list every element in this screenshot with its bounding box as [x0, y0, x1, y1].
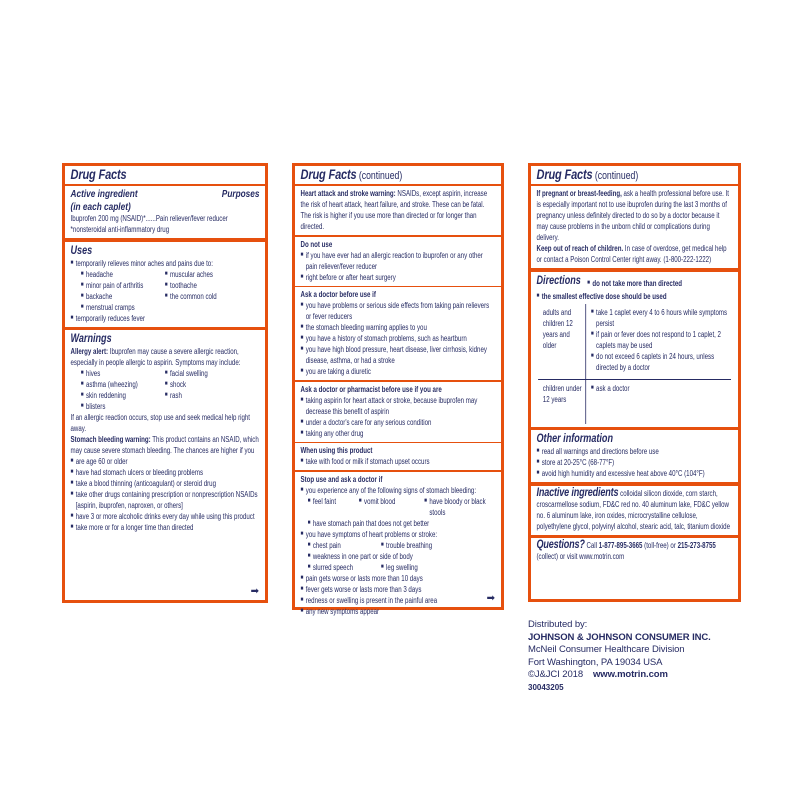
list-item: ■ any new symptoms appear — [301, 606, 496, 617]
list-item: ■ you have high blood pressure, heart disease, liver cirrhosis, kidney disease, asthma, or had a stroke — [301, 344, 496, 366]
continue-arrow-icon: ➡ — [486, 593, 495, 604]
inactive-ingredients-paragraph: Inactive ingredients colloidal silicon dioxide, corn starch, croscarmellose sodium, FD&C red no. 40 aluminum lake, FD&C yellow no. 6 aluminum lake, iron oxides, microcrystalline cellulose, polyethylene glycol, polyvinyl alcohol, stearic acid, talc, titanium dioxide — [536, 486, 731, 531]
when-using-title: When using this product — [300, 446, 373, 455]
active-ingredient-label: Active ingredient — [70, 188, 138, 200]
ask-doctor-section — [301, 287, 496, 380]
directions-note: ■ the smallest effective dose should be used — [537, 291, 667, 302]
phone-number: 215-273-8755 — [677, 541, 716, 550]
other-information-section — [537, 430, 733, 482]
list-item: ■ you have symptoms of heart problems or stroke: — [301, 529, 496, 540]
list-item: ■ do not exceed 6 caplets in 24 hours, unless directed by a doctor — [591, 351, 733, 373]
dosage-cell — [585, 380, 732, 424]
list-item: ■ slurred speech — [308, 562, 374, 573]
list-item: ■ have had stomach ulcers or bleeding problems — [71, 467, 260, 478]
heart-symptoms-row — [308, 551, 496, 562]
list-item: ■ backache — [81, 291, 165, 302]
active-ingredient-section — [71, 186, 260, 238]
questions-paragraph: Questions? Call 1-877-895-3665 (toll-free) or 215-273-8755 (collect) or visit www.motrin.com — [536, 539, 716, 561]
list-item: ■ skin reddening — [81, 390, 165, 401]
list-item: ■ take other drugs containing prescription or nonprescription NSAIDs [aspirin, ibuprofen, naproxen, or others] — [71, 489, 260, 511]
list-item: ■ fever gets worse or lasts more than 3 days — [301, 584, 496, 595]
list-item: ■ redness or swelling is present in the painful area — [301, 595, 496, 606]
list-item: ■ minor pain of arthritis — [81, 280, 165, 291]
stomach-bleeding-paragraph: Stomach bleeding warning: This product contains an NSAID, which may cause severe stomach bleeding. The chances are higher if you — [70, 435, 259, 455]
list-item: ■ facial swelling — [165, 368, 260, 379]
distributor-block — [528, 619, 768, 694]
list-item: ■ you experience any of the following signs of stomach bleeding: — [301, 485, 496, 496]
list-item: ■ temporarily reduces fever — [71, 313, 260, 324]
copyright: ©J&JCI 2018 — [528, 669, 584, 680]
list-item: ■ headache — [81, 269, 165, 280]
list-item: ■ take more or for a longer time than directed — [71, 522, 260, 533]
heart-symptoms-row — [308, 540, 496, 551]
list-item: ■ temporarily relieves minor aches and pains due to: — [71, 258, 260, 269]
ask-doctor-title: Ask a doctor before use if — [300, 290, 376, 299]
stomach-signs-row — [308, 518, 496, 529]
list-item: ■ avoid high humidity and excessive heat above 40°C (104°F) — [537, 468, 733, 479]
keep-out-of-reach-paragraph: Keep out of reach of children. In case of overdose, get medical help or contact a Poison Control Center right away. (1-800-222-1222) — [536, 244, 727, 264]
when-using-section — [301, 443, 496, 470]
directions-section — [537, 272, 733, 427]
list-item: ■ taking any other drug — [301, 428, 496, 439]
panel2-title-row — [301, 166, 496, 184]
allergy-outro: If an allergic reaction occurs, stop use and seek medical help right away. — [70, 413, 251, 433]
continued-label: (continued) — [358, 170, 403, 182]
dosage-cell — [585, 304, 732, 379]
other-information-title: Other information — [536, 433, 613, 445]
list-item: ■ are age 60 or older — [71, 456, 260, 467]
list-item: ■ weakness in one part or side of body — [308, 551, 413, 562]
age-group-cell: adults and children 12 years and older — [542, 307, 573, 350]
do-not-use-title: Do not use — [300, 239, 333, 249]
drug-facts-panel-3 — [528, 163, 741, 602]
age-group-cell: children under 12 years — [542, 383, 582, 404]
drug-facts-panel-1 — [62, 163, 268, 603]
list-item: ■ take a blood thinning (anticoagulant) or steroid drug — [71, 478, 260, 489]
directions-note: ■ do not take more than directed — [587, 278, 682, 289]
drug-facts-title: Drug Facts — [70, 166, 127, 182]
allergy-alert-paragraph: Allergy alert: Ibuprofen may cause a severe allergic reaction, especially in people allergic to aspirin. Symptoms may include: — [70, 347, 241, 367]
stomach-bullet-list — [71, 456, 260, 533]
distributed-by-label: Distributed by: — [528, 619, 588, 630]
heart-symptoms-row — [308, 562, 496, 573]
list-item: ■ asthma (wheezing) — [81, 379, 165, 390]
list-item: ■ hives — [81, 368, 165, 379]
drug-facts-title: Drug Facts — [536, 166, 593, 182]
symptoms-sublist — [81, 368, 260, 412]
heart-attack-warning-section — [301, 186, 496, 235]
list-item: ■ right before or after heart surgery — [301, 272, 496, 283]
list-item: ■ menstrual cramps — [81, 302, 165, 313]
list-item: ■ if you have ever had an allergic reaction to ibuprofen or any other pain reliever/fever reducer — [301, 250, 496, 272]
list-item: ■ you are taking a diuretic — [301, 366, 496, 377]
drug-facts-panel-2 — [292, 163, 504, 616]
address: Fort Washington, PA 19034 USA — [528, 656, 663, 668]
phone-number: 1-877-895-3665 — [598, 541, 643, 550]
active-ingredient-heading — [71, 188, 138, 213]
list-item: ■ under a doctor's care for any serious condition — [301, 417, 496, 428]
nsaid-footnote: *nonsteroidal anti-inflammatory drug — [70, 225, 170, 234]
list-item: ■ have stomach pain that does not get better — [308, 518, 430, 529]
list-item: ■ have bloody or black stools — [424, 496, 495, 518]
warnings-title: Warnings — [70, 333, 112, 345]
list-item: ■ shock — [165, 379, 260, 390]
list-item: ■ feel faint — [308, 496, 352, 518]
list-item: ■ the common cold — [165, 291, 260, 302]
division-name: McNeil Consumer Healthcare Division — [528, 644, 685, 655]
questions-section — [537, 538, 733, 565]
drug-facts-title: Drug Facts — [300, 166, 357, 182]
ask-pharmacist-section — [301, 382, 496, 442]
stop-use-title: Stop use and ask a doctor if — [300, 474, 383, 484]
in-each-caplet-label: (in each caplet) — [70, 200, 131, 213]
heart-attack-paragraph: Heart attack and stroke warning: NSAIDs, except aspirin, increase the risk of heart attack, heart failure, and stroke. These can be fatal. The risk is higher if you use more than directed or for longer than directed. — [300, 189, 488, 231]
ask-pharmacist-title: Ask a doctor or pharmacist before use if you are — [300, 384, 442, 394]
list-item: ■ muscular aches — [165, 269, 260, 280]
ingredient-row: Ibuprofen 200 mg (NSAID)*......Pain reliever/fever reducer — [70, 214, 228, 223]
list-item: ■ take with food or milk if stomach upset occurs — [301, 456, 496, 467]
directions-table — [537, 304, 733, 424]
purposes-heading: Purposes — [221, 188, 260, 200]
directions-title: Directions — [536, 274, 581, 287]
uses-sublist — [81, 269, 260, 313]
panel1-title-row — [71, 166, 260, 184]
list-item: ■ rash — [165, 390, 260, 401]
table-row — [537, 304, 733, 379]
list-item: ■ ask a doctor — [591, 383, 733, 394]
list-item: ■ take 1 caplet every 4 to 6 hours while symptoms persist — [591, 307, 733, 329]
company-name: JOHNSON & JOHNSON CONSUMER INC. — [528, 631, 711, 643]
uses-title: Uses — [70, 244, 93, 257]
product-code: 30043205 — [528, 682, 564, 692]
questions-title: Questions? — [536, 539, 585, 551]
pregnancy-section — [537, 186, 733, 268]
website-url: www.motrin.com — [593, 669, 668, 680]
inactive-ingredients-title: Inactive ingredients — [536, 486, 619, 499]
table-row — [537, 380, 733, 424]
uses-section — [71, 242, 260, 327]
pregnancy-paragraph: If pregnant or breast-feeding, ask a health professional before use. It is especially important not to use ibuprofen during the last 3 months of pregnancy unless definitely directed to do so by a doctor because it may cause problems in the unborn child or complications during delivery. — [536, 189, 729, 242]
list-item: ■ chest pain — [308, 540, 374, 551]
stomach-signs-row — [308, 496, 496, 518]
list-item: ■ toothache — [165, 280, 260, 291]
list-item: ■ read all warnings and directions before use — [537, 446, 733, 457]
list-item: ■ store at 20-25°C (68-77°F) — [537, 457, 733, 468]
continued-label: (continued) — [594, 170, 639, 182]
list-item: ■ vomit blood — [359, 496, 417, 518]
stop-use-section — [301, 472, 496, 620]
panel3-title-row — [537, 166, 733, 184]
do-not-use-section — [301, 237, 496, 286]
continue-arrow-icon: ➡ — [250, 586, 259, 597]
list-item: ■ leg swelling — [381, 562, 418, 573]
list-item: ■ taking aspirin for heart attack or stroke, because ibuprofen may decrease this benefit of aspirin — [301, 395, 496, 417]
list-item: ■ pain gets worse or lasts more than 10 days — [301, 573, 496, 584]
list-item: ■ if pain or fever does not respond to 1 caplet, 2 caplets may be used — [591, 329, 733, 351]
list-item: ■ you have problems or serious side effects from taking pain relievers or fever reducers — [301, 300, 496, 322]
list-item: ■ the stomach bleeding warning applies to you — [301, 322, 496, 333]
list-item: ■ blisters — [81, 401, 165, 412]
list-item: ■ trouble breathing — [381, 540, 432, 551]
list-item: ■ have 3 or more alcoholic drinks every day while using this product — [71, 511, 260, 522]
warnings-section — [71, 330, 260, 536]
inactive-ingredients-section — [537, 486, 733, 535]
list-item: ■ you have a history of stomach problems, such as heartburn — [301, 333, 496, 344]
